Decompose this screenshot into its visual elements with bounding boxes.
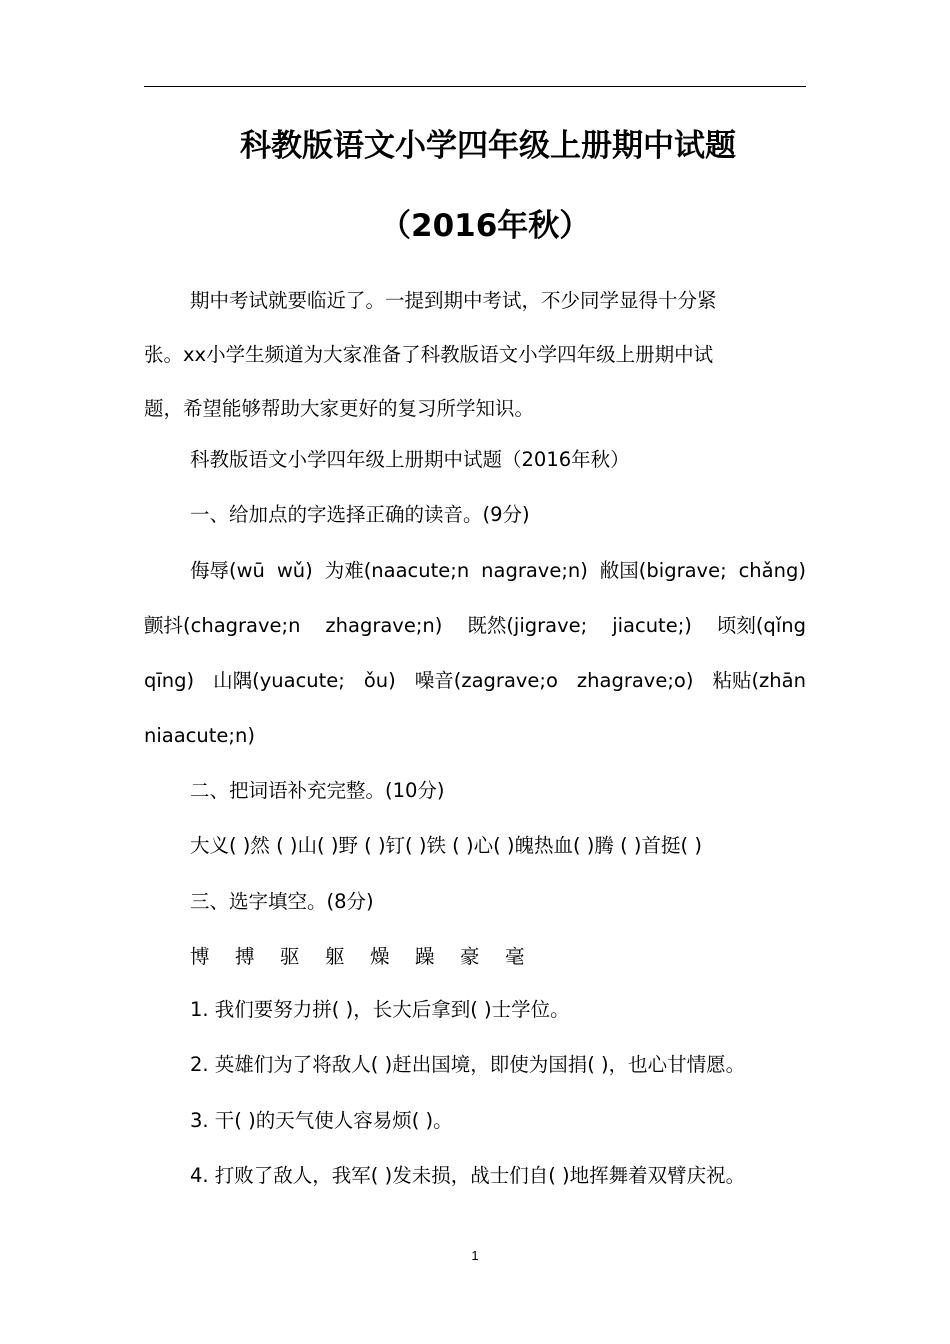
section-2-line: 大义( )然 ( )山( )野 ( )钉( )铁 ( )心( )魄热血( )腾 ( )首挺( ): [190, 834, 702, 857]
pinyin-item: zhagrave;n): [325, 614, 443, 637]
document-title: 科教版语文小学四年级上册期中试题: [240, 128, 736, 164]
pinyin-item: zhagrave;o): [576, 669, 694, 692]
intro-line-2: 张。xx小学生频道为大家准备了科教版语文小学四年级上册期中试: [144, 343, 714, 366]
char-option: 躁: [415, 945, 435, 968]
section-1-line-2: [144, 599, 806, 653]
pinyin-item: qīng): [144, 669, 195, 692]
document-title-year: （2016年秋）: [380, 208, 591, 244]
char-option: 博: [190, 945, 210, 968]
question-2: 2. 英雄们为了将敌人( )赶出国境，即使为国捐( )，也心甘情愿。: [190, 1053, 746, 1076]
intro-line-1: 期中考试就要临近了。一提到期中考试，不少同学显得十分紧: [190, 289, 717, 312]
char-option: 燥: [370, 945, 390, 968]
pinyin-item: 噪音(zagrave;o: [414, 669, 558, 692]
pinyin-item: 山隅(yuacute;: [213, 669, 345, 692]
page-number: 1: [471, 1248, 479, 1263]
pinyin-item: 顷刻(qǐng: [716, 614, 806, 637]
section-1-heading: 一、给加点的字选择正确的读音。(9分): [190, 503, 530, 526]
pinyin-item: 既然(jigrave;: [467, 614, 588, 637]
char-option: 豪: [460, 945, 480, 968]
pinyin-item: wǔ): [276, 559, 313, 582]
pinyin-item: 为难(naacute;n: [324, 559, 470, 582]
char-option: 驱: [280, 945, 300, 968]
pinyin-item: jiacute;): [612, 614, 692, 637]
pinyin-item: 敝国(bigrave;: [599, 559, 727, 582]
section-1-line-1: [144, 544, 806, 598]
section-3-char-options: [144, 930, 806, 984]
pinyin-item: 侮辱(wū: [190, 559, 265, 582]
pinyin-item: 颤抖(chagrave;n: [144, 614, 301, 637]
section-1-line-4: niaacute;n): [144, 724, 255, 747]
pinyin-item: ǒu): [363, 669, 396, 692]
question-4: 4. 打败了敌人，我军( )发未损，战士们自( )地挥舞着双臂庆祝。: [190, 1164, 746, 1187]
char-option: 躯: [325, 945, 345, 968]
pinyin-item: chǎng): [738, 559, 806, 582]
pinyin-item: nagrave;n): [481, 559, 588, 582]
question-1: 1. 我们要努力拼( )，长大后拿到( )士学位。: [190, 998, 570, 1021]
header-rule: [144, 86, 806, 87]
pinyin-item: 粘贴(zhān: [712, 669, 806, 692]
question-3: 3. 干( )的天气使人容易烦( )。: [190, 1109, 453, 1132]
char-option: 毫: [505, 945, 525, 968]
section-1-line-3: [144, 654, 806, 708]
char-option: 搏: [235, 945, 255, 968]
section-3-heading: 三、选字填空。(8分): [190, 890, 374, 913]
intro-line-3: 题，希望能够帮助大家更好的复习所学知识。: [144, 397, 535, 420]
section-2-heading: 二、把词语补充完整。(10分): [190, 779, 445, 802]
subtitle: 科教版语文小学四年级上册期中试题（2016年秋）: [190, 448, 630, 471]
